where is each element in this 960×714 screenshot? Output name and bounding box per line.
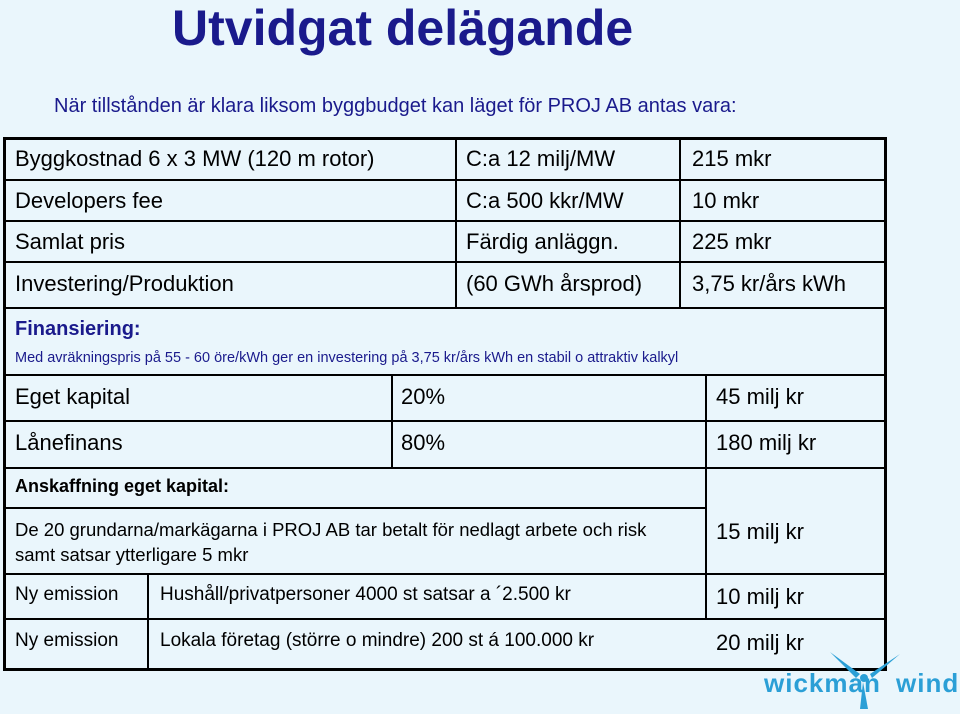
cost-amount: 215 mkr [692,146,772,171]
emission-description: Lokala företag (större o mindre) 200 st á 100.000 kr [160,630,595,651]
row-divider [6,573,884,575]
financing-label: Lånefinans [15,430,123,455]
founders-amount: 15 milj kr [716,519,805,544]
equity-heading: Anskaffning eget kapital: [15,476,230,496]
financing-label: Eget kapital [15,384,130,409]
col-divider [455,137,457,309]
row-divider [6,261,884,263]
row-divider [6,374,884,376]
cost-label: Byggkostnad 6 x 3 MW (120 m rotor) [15,146,375,171]
cost-basis: Färdig anläggn. [466,229,619,254]
page-subtitle: När tillstånden är klara liksom byggbudget kan läget för PROJ AB antas vara: [54,95,737,117]
cost-basis: C:a 500 kkr/MW [466,188,624,213]
cost-amount: 3,75 kr/års kWh [692,271,847,296]
financing-share: 20% [401,384,446,409]
cost-basis: (60 GWh årsprod) [466,271,643,296]
emission-label: Ny emission [15,630,119,651]
row-divider [6,220,884,222]
row-divider [6,507,706,509]
logo-text-left: wickman [764,668,881,698]
emission-amount: 10 milj kr [716,584,805,609]
financing-note: Med avräkningspris på 55 - 60 öre/kWh ger en investering på 3,75 kr/års kWh en stabil o attraktiv kalkyl [15,350,679,366]
row-divider [6,467,884,469]
financing-amount: 45 milj kr [716,384,805,409]
row-divider [6,307,884,309]
cost-label: Developers fee [15,188,163,213]
financing-amount: 180 milj kr [716,430,817,455]
emission-description: Hushåll/privatpersoner 4000 st satsar a ´2.500 kr [160,584,571,605]
col-divider [679,137,681,309]
cost-basis: C:a 12 milj/MW [466,146,616,171]
row-divider [6,179,884,181]
page-title: Utvidgat delägande [172,0,634,56]
financing-heading: Finansiering: [15,318,141,340]
row-divider [6,420,884,422]
row-divider [6,618,884,620]
col-divider [705,374,707,620]
cost-label: Investering/Produktion [15,271,234,296]
wickman-wind-logo [760,648,960,709]
logo-text-right: wind [896,668,960,698]
col-divider [147,573,149,668]
cost-amount: 10 mkr [692,188,760,213]
emission-label: Ny emission [15,584,119,605]
founders-text: De 20 grundarna/markägarna i PROJ AB tar betalt för nedlagt arbete och risk samt satsar ytterligare 5 mkr [15,519,647,565]
financing-share: 80% [401,430,446,455]
emission-amount: 20 milj kr [716,630,805,655]
col-divider [391,374,393,469]
cost-amount: 225 mkr [692,229,772,254]
cost-label: Samlat pris [15,229,126,254]
